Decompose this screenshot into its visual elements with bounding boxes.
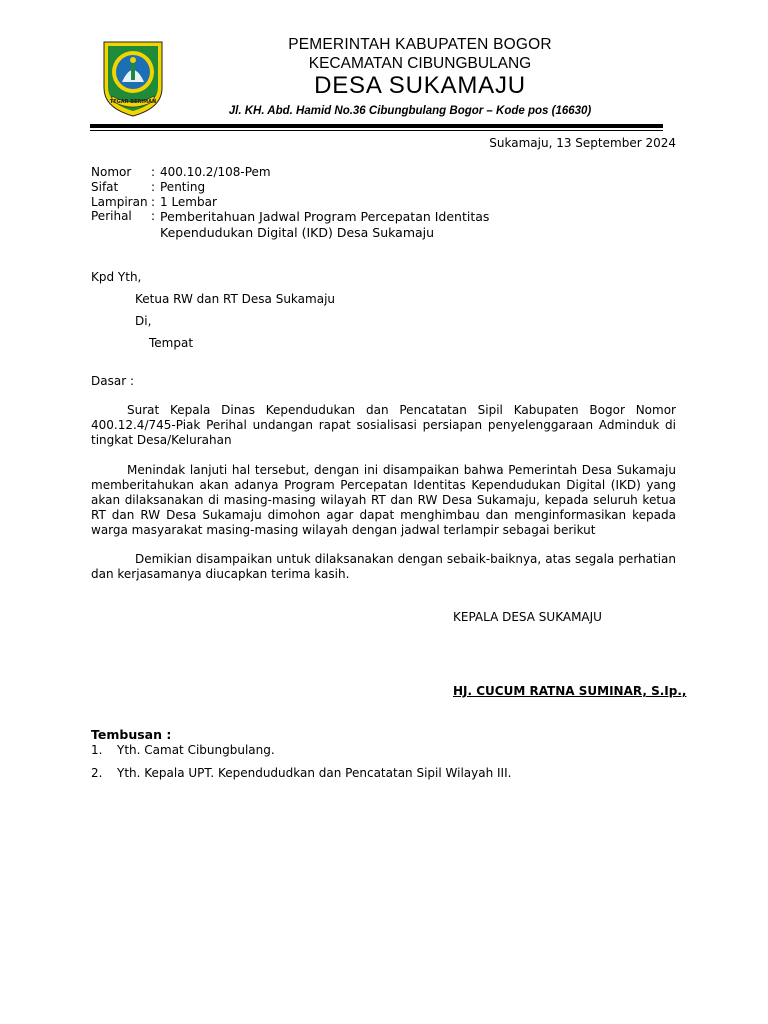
meta-value-nomor: 400.10.2/108-Pem xyxy=(160,165,271,179)
cc-heading: Tembusan : xyxy=(91,727,172,742)
cc-item-number: 1. xyxy=(91,743,103,757)
letterhead-government: PEMERINTAH KABUPATEN BOGOR xyxy=(288,36,552,53)
body-paragraph-1 xyxy=(91,403,676,448)
cc-item-number: 2. xyxy=(91,766,103,780)
recipient-di: Di, xyxy=(135,314,152,328)
bogor-regency-emblem-icon xyxy=(100,38,166,118)
cc-item-text: Yth. Camat Cibungbulang. xyxy=(117,743,275,757)
recipient-place: Tempat xyxy=(149,336,194,350)
meta-label-sifat: Sifat xyxy=(91,180,119,194)
letterhead-divider-thin xyxy=(90,130,663,131)
recipient-greeting: Kpd Yth, xyxy=(91,270,142,284)
body-paragraph-2-text: Menindak lanjuti hal tersebut, dengan ini disampaikan bahwa Pemerintah Desa Sukamaju memberitahukan akan adanya Program Percepatan Identitas Kependudukan Digital (IKD) yang akan dilaksanakan di masing-masing wilayah RT dan RW Desa Sukamaju, kepada seluruh ketua RT dan RW Desa Sukamaju dimohon agar dapat menghimbau dan menginformasikan kepada warga masyarakat masing-masing wilayah dengan jadwal terlampir sebagai berikut xyxy=(91,463,676,537)
letterhead-district: KECAMATAN CIBUNGBULANG xyxy=(308,55,532,72)
meta-value-perihal-line1: Pemberitahuan Jadwal Program Percepatan Identitas xyxy=(160,209,490,224)
meta-label-lampiran: Lampiran xyxy=(91,195,148,209)
body-paragraph-2 xyxy=(91,463,676,538)
recipient-name: Ketua RW dan RT Desa Sukamaju xyxy=(135,292,336,306)
letterhead-divider-thick xyxy=(90,124,663,128)
meta-colon: : xyxy=(151,195,156,209)
meta-colon: : xyxy=(151,209,156,223)
meta-value-perihal-line2: Kependudukan Digital (IKD) Desa Sukamaju xyxy=(160,225,435,240)
signatory-name: HJ. CUCUM RATNA SUMINAR, S.Ip., xyxy=(453,684,687,698)
basis-heading: Dasar : xyxy=(91,374,134,388)
body-paragraph-3 xyxy=(91,552,676,582)
meta-value-sifat: Penting xyxy=(160,180,206,194)
body-paragraph-3-text: Demikian disampaikan untuk dilaksanakan dengan sebaik-baiknya, atas segala perhatian dan kerjasamanya diucapkan terima kasih. xyxy=(91,552,676,581)
meta-label-perihal: Perihal xyxy=(91,209,132,223)
cc-item-text: Yth. Kepala UPT. Kependududkan dan Pencatatan Sipil Wilayah III. xyxy=(117,766,512,780)
letterhead-address: Jl. KH. Abd. Hamid No.36 Cibungbulang Bogor – Kode pos (16630) xyxy=(228,105,592,117)
meta-value-lampiran: 1 Lembar xyxy=(160,195,217,209)
meta-colon: : xyxy=(151,180,156,194)
letter-date: Sukamaju, 13 September 2024 xyxy=(489,136,676,150)
meta-colon: : xyxy=(151,165,156,179)
body-paragraph-1-text: Surat Kepala Dinas Kependudukan dan Pencatatan Sipil Kabupaten Bogor Nomor 400.12.4/745-Piak Perihal undangan rapat sosialisasi persiapan penyelenggaraan Adminduk di tingkat Desa/Kelurahan xyxy=(91,403,676,447)
letterhead-village: DESA SUKAMAJU xyxy=(314,72,526,99)
signatory-title: KEPALA DESA SUKAMAJU xyxy=(453,610,602,624)
meta-label-nomor: Nomor xyxy=(91,165,132,179)
logo-motto-text: TEGAR BERIMAN xyxy=(109,99,157,105)
